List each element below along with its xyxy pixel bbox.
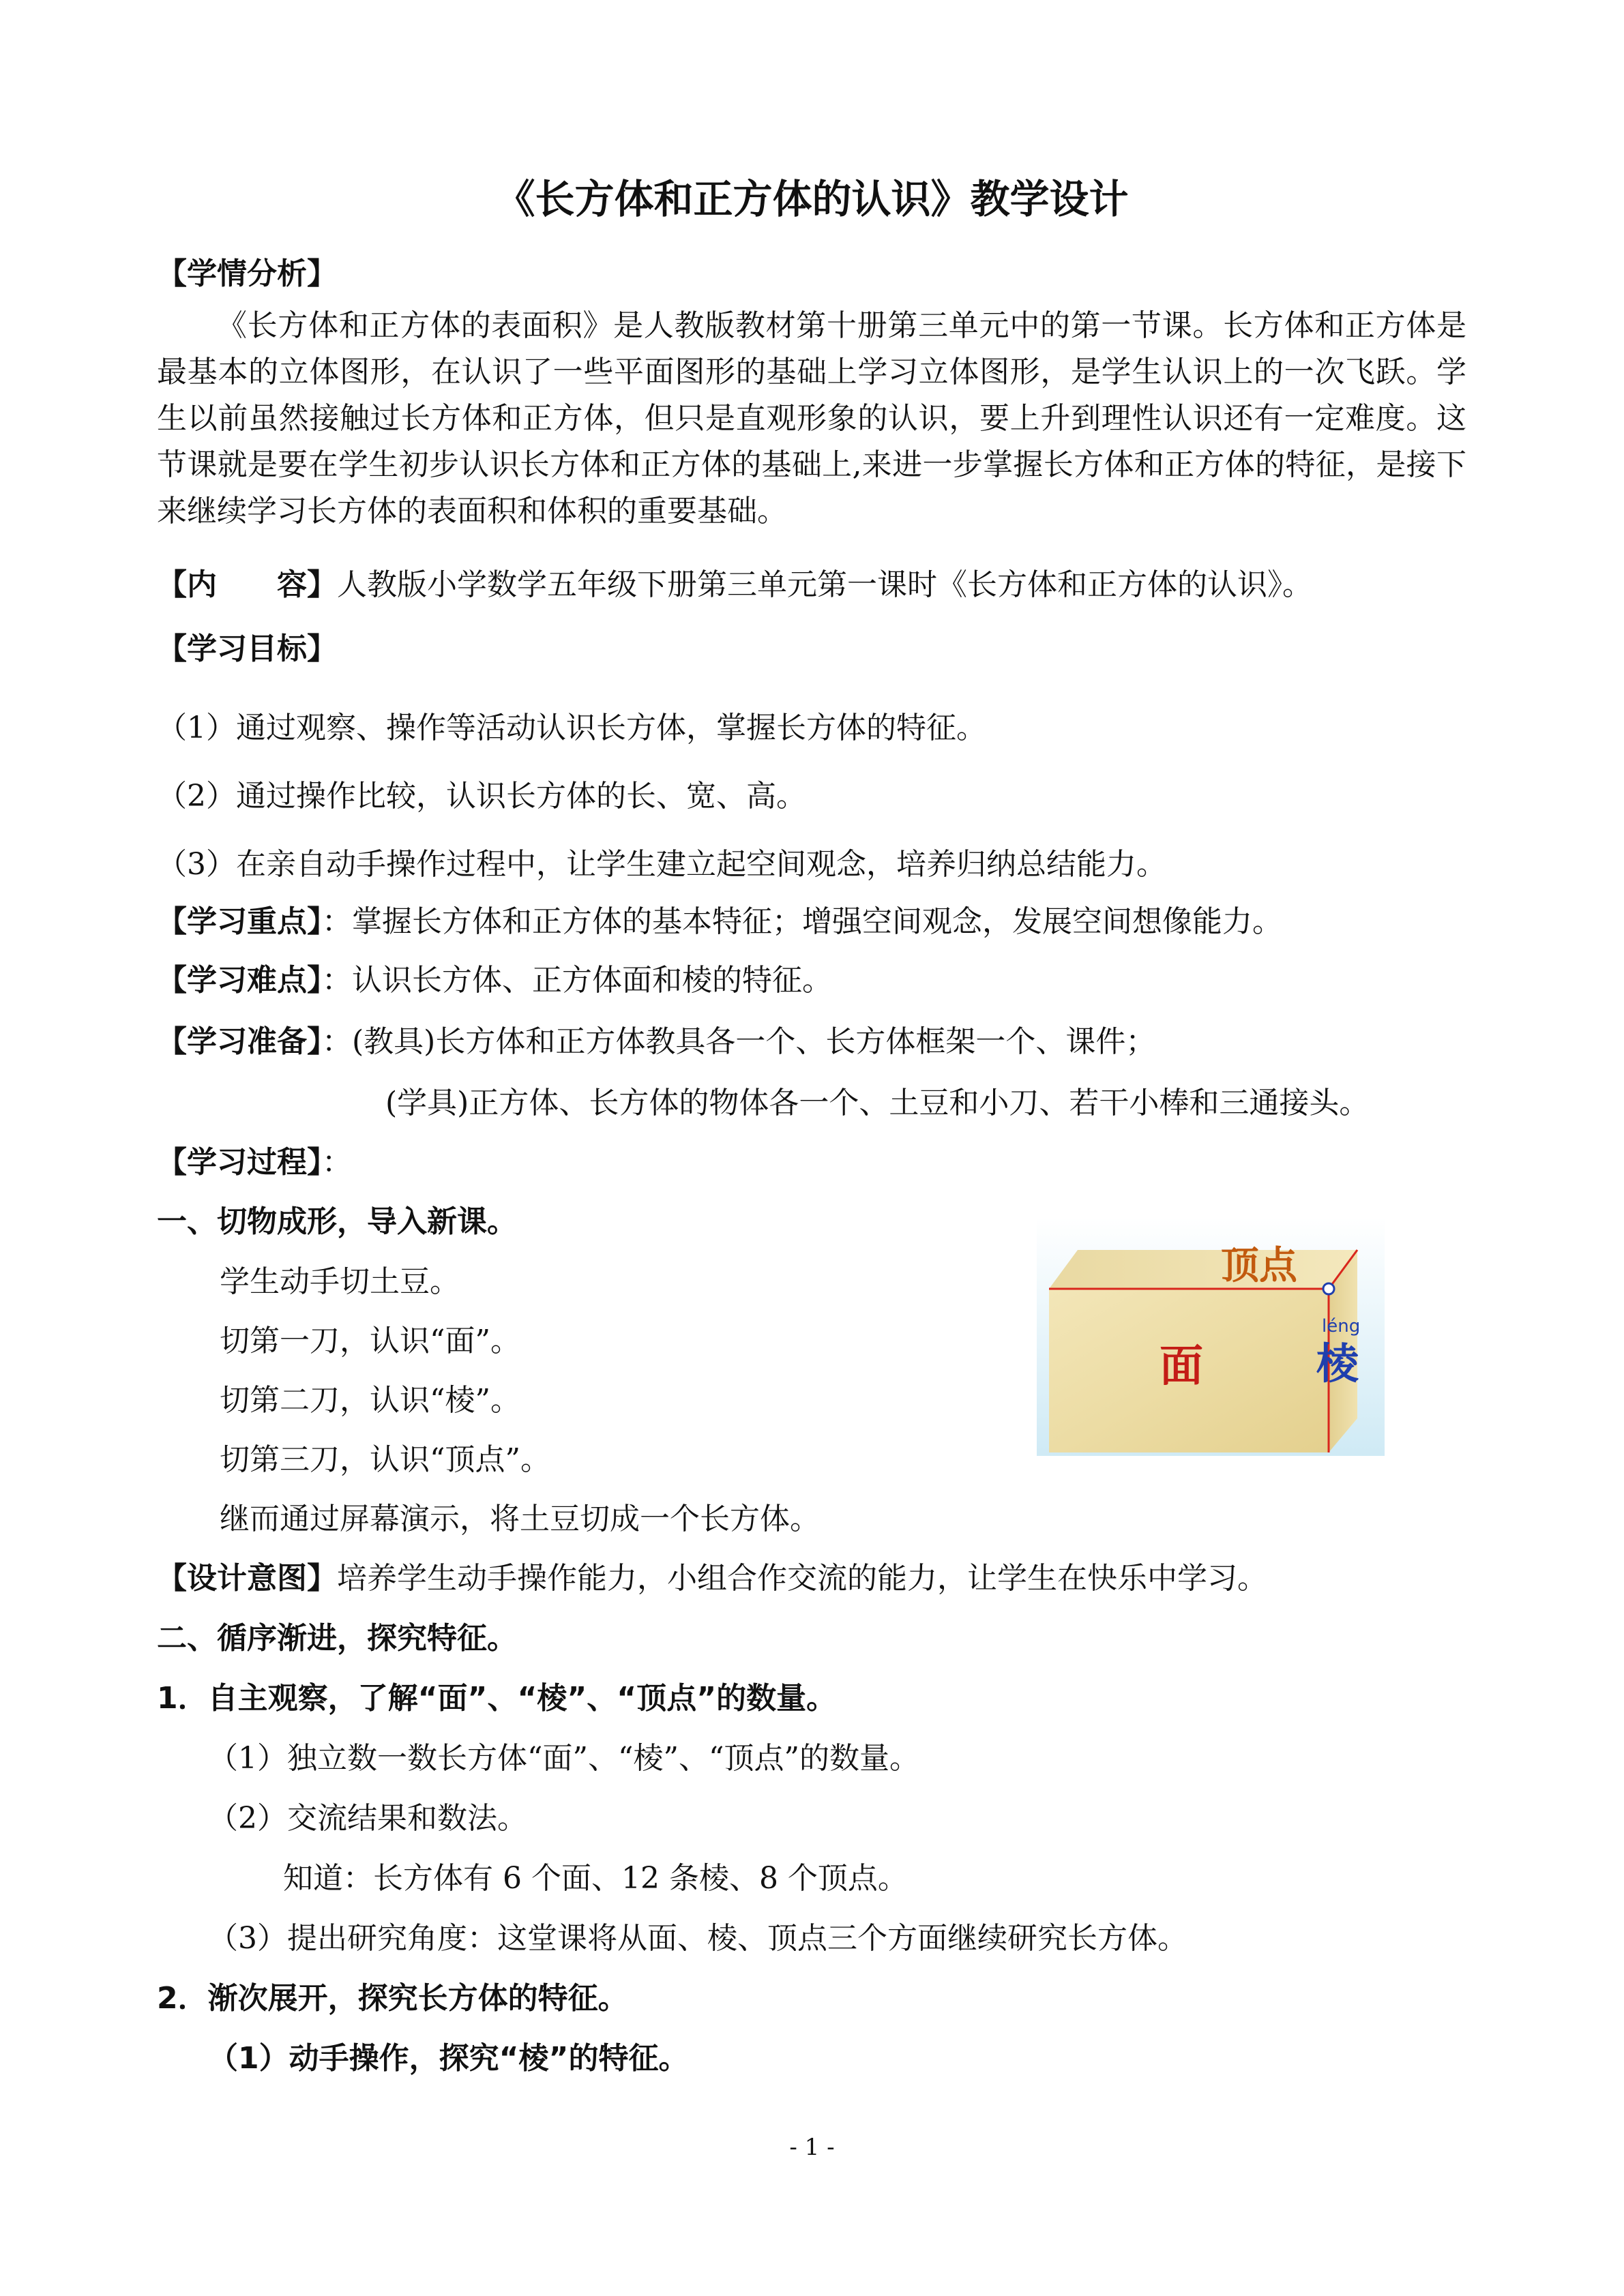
content-row bbox=[157, 565, 1312, 606]
difficulties-text: ：认识长方体、正方体面和棱的特征。 bbox=[322, 963, 832, 998]
goal-item: （2）通过操作比较，认识长方体的长、宽、高。 bbox=[157, 779, 806, 814]
content-text: 人教版小学数学五年级下册第三单元第一课时《长方体和正方体的认识》。 bbox=[337, 567, 1312, 602]
vertex-label: 顶点 bbox=[1221, 1244, 1297, 1288]
sub1-item: （2）交流结果和数法。 bbox=[208, 1801, 527, 1836]
goal-item: （3）在亲自动手操作过程中，让学生建立起空间观念，培养归纳总结能力。 bbox=[157, 847, 1166, 882]
preparation-text-1: ：(教具)长方体和正方体教具各一个、长方体框架一个、课件； bbox=[322, 1024, 1156, 1059]
section1-line: 继而通过屏幕演示，将土豆切成一个长方体。 bbox=[220, 1502, 820, 1536]
section1-line: 切第二刀，认识“棱”。 bbox=[220, 1383, 520, 1418]
section1-line: 切第三刀，认识“顶点”。 bbox=[220, 1442, 550, 1477]
process-colon: ： bbox=[322, 1145, 352, 1180]
goals-heading: 【学习目标】 bbox=[157, 631, 337, 666]
section1-line: 切第一刀，认识“面”。 bbox=[220, 1324, 520, 1358]
edge-pinyin: léng bbox=[1322, 1316, 1361, 1337]
preparation-row bbox=[157, 1022, 1155, 1062]
page-number: - 1 - bbox=[789, 2134, 835, 2161]
sub1-item: 知道：长方体有 6 个面、12 条棱、8 个顶点。 bbox=[283, 1861, 908, 1896]
process-row bbox=[157, 1142, 352, 1183]
face-label: 面 bbox=[1160, 1341, 1203, 1392]
content-heading: 【内 容】 bbox=[157, 567, 337, 602]
goal-item: （1）通过观察、操作等活动认识长方体，掌握长方体的特征。 bbox=[157, 711, 986, 745]
sub1-item: （1）独立数一数长方体“面”、“棱”、“顶点”的数量。 bbox=[208, 1741, 919, 1776]
section2-sub2-heading: 2．渐次展开，探究长方体的特征。 bbox=[157, 1981, 628, 2016]
sub2-item: （1）动手操作，探究“棱”的特征。 bbox=[208, 2041, 689, 2076]
process-heading: 【学习过程】 bbox=[157, 1145, 322, 1180]
cuboid-illustration bbox=[1037, 1217, 1385, 1456]
preparation-heading: 【学习准备】 bbox=[157, 1024, 322, 1059]
design-intent-row bbox=[157, 1558, 1267, 1599]
vertex-marker bbox=[1323, 1283, 1334, 1294]
key-points-heading: 【学习重点】 bbox=[157, 904, 322, 939]
section1-line: 学生动手切土豆。 bbox=[220, 1264, 460, 1299]
section1-heading: 一、切物成形，导入新课。 bbox=[157, 1204, 517, 1239]
key-points-text: ：掌握长方体和正方体的基本特征；增强空间观念，发展空间想像能力。 bbox=[322, 904, 1282, 939]
preparation-text-2: (学具)正方体、长方体的物体各一个、土豆和小刀、若干小棒和三通接头。 bbox=[385, 1086, 1370, 1120]
design-intent-heading: 【设计意图】 bbox=[157, 1561, 337, 1596]
edge-label: 棱 bbox=[1316, 1339, 1359, 1388]
document-title: 《长方体和正方体的认识》教学设计 bbox=[495, 176, 1129, 222]
difficulties-heading: 【学习难点】 bbox=[157, 963, 322, 998]
difficulties-row bbox=[157, 960, 832, 1001]
design-intent-text: 培养学生动手操作能力，小组合作交流的能力，让学生在快乐中学习。 bbox=[337, 1561, 1267, 1596]
section2-sub1-heading: 1．自主观察，了解“面”、“棱”、“顶点”的数量。 bbox=[157, 1681, 837, 1716]
analysis-paragraph: 《长方体和正方体的表面积》是人教版教材第十册第三单元中的第一节课。长方体和正方体是最基本的立体图形，在认识了一些平面图形的基础上学习立体图形，是学生认识上的一次飞跃。学生以前虽然接触过长方体和正方体，但只是直观形象的认识，要上升到理性认识还有一定难度。这节课就是要在学生初步认识长方体和正方体的基础上,来进一步掌握长方体和正方体的特征，是接下来继续学习长方体的表面积和体积的重要基础。 bbox=[157, 308, 1466, 528]
cuboid-top-face bbox=[1049, 1250, 1357, 1289]
analysis-heading: 【学情分析】 bbox=[157, 256, 337, 291]
section2-heading: 二、循序渐进，探究特征。 bbox=[157, 1621, 517, 1656]
key-points-row bbox=[157, 901, 1282, 942]
sub1-item: （3）提出研究角度：这堂课将从面、棱、顶点三个方面继续研究长方体。 bbox=[208, 1921, 1187, 1956]
